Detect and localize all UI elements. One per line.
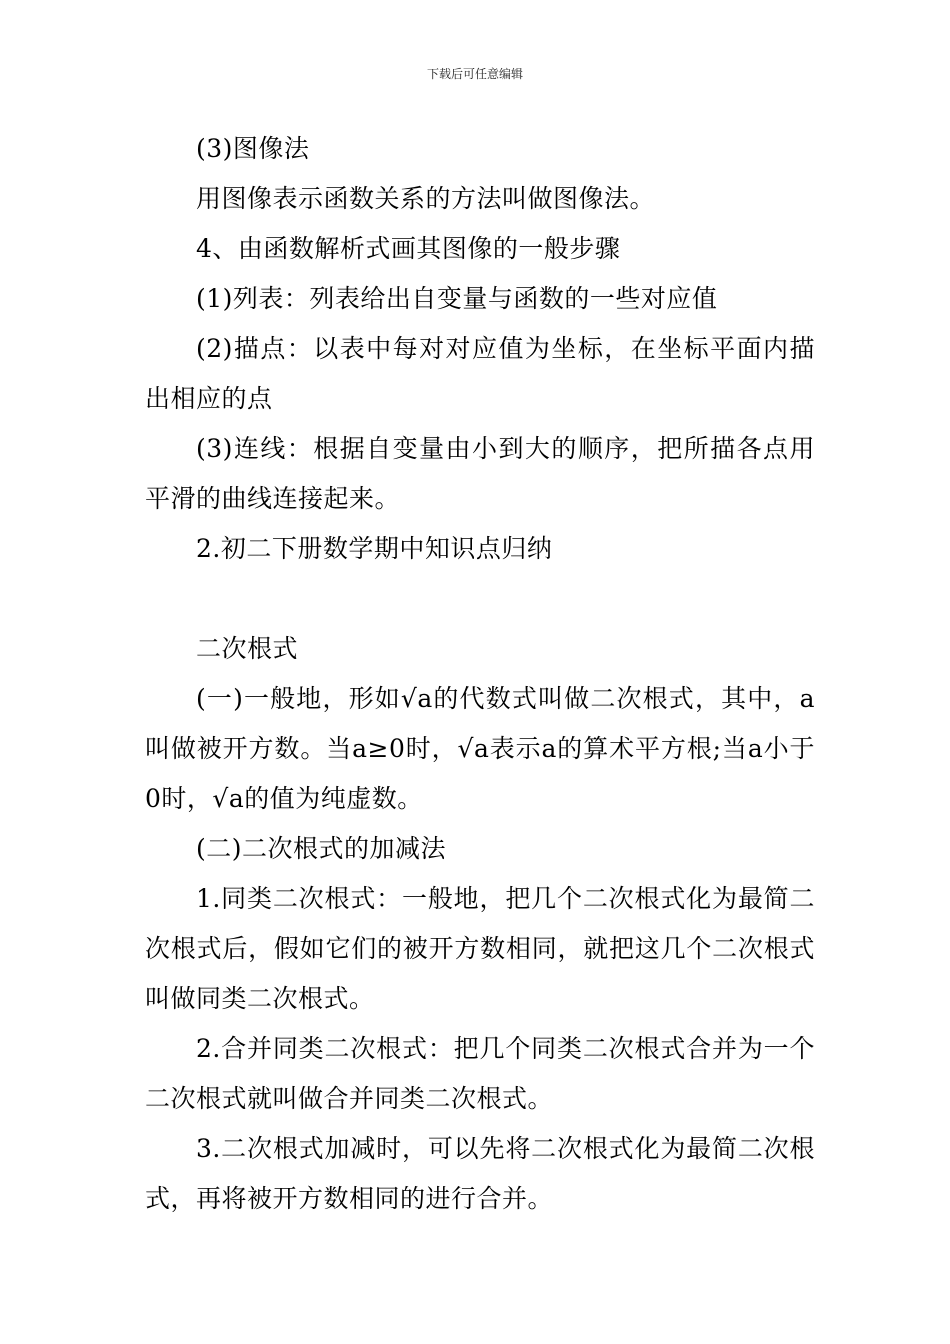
- paragraph-addition-subtraction-heading: (二)二次根式的加减法: [196, 834, 447, 863]
- paragraph-step-connect-lines: (3)连线：根据自变量由小到大的顺序，把所描各点用平滑的曲线连接起来。: [145, 434, 815, 513]
- paragraph-drawing-steps-heading: 4、由函数解析式画其图像的一般步骤: [196, 234, 621, 263]
- paragraph-like-radicals: 1.同类二次根式：一般地，把几个二次根式化为最简二次根式后，假如它们的被开方数相同，就把这几个二次根式叫做同类二次根式。: [145, 884, 815, 1013]
- paragraph-radical-add-subtract-rule: 3.二次根式加减时，可以先将二次根式化为最简二次根式，再将被开方数相同的进行合并。: [145, 1134, 815, 1213]
- paragraph-step-list-table: (1)列表：列表给出自变量与函数的一些对应值: [196, 284, 718, 313]
- paragraph-section-heading: 2.初二下册数学期中知识点归纳: [196, 534, 553, 563]
- document-body: [145, 124, 815, 1224]
- paragraph-graph-method-definition: 用图像表示函数关系的方法叫做图像法。: [196, 184, 656, 213]
- paragraph-radical-definition: (一)一般地，形如√a的代数式叫做二次根式，其中，a叫做被开方数。当a≥0时，√a表示a的算术平方根;当a小于0时，√a的值为纯虚数。: [145, 684, 815, 813]
- paragraph-topic-title: 二次根式: [196, 634, 299, 663]
- paragraph-step-plot-points: (2)描点：以表中每对对应值为坐标，在坐标平面内描出相应的点: [145, 334, 815, 413]
- page-header: 下载后可任意编辑: [426, 67, 523, 81]
- blank-line: [145, 574, 815, 624]
- paragraph-combine-like-radicals: 2.合并同类二次根式：把几个同类二次根式合并为一个二次根式就叫做合并同类二次根式。: [145, 1034, 815, 1113]
- paragraph-graph-method-heading: (3)图像法: [196, 134, 310, 163]
